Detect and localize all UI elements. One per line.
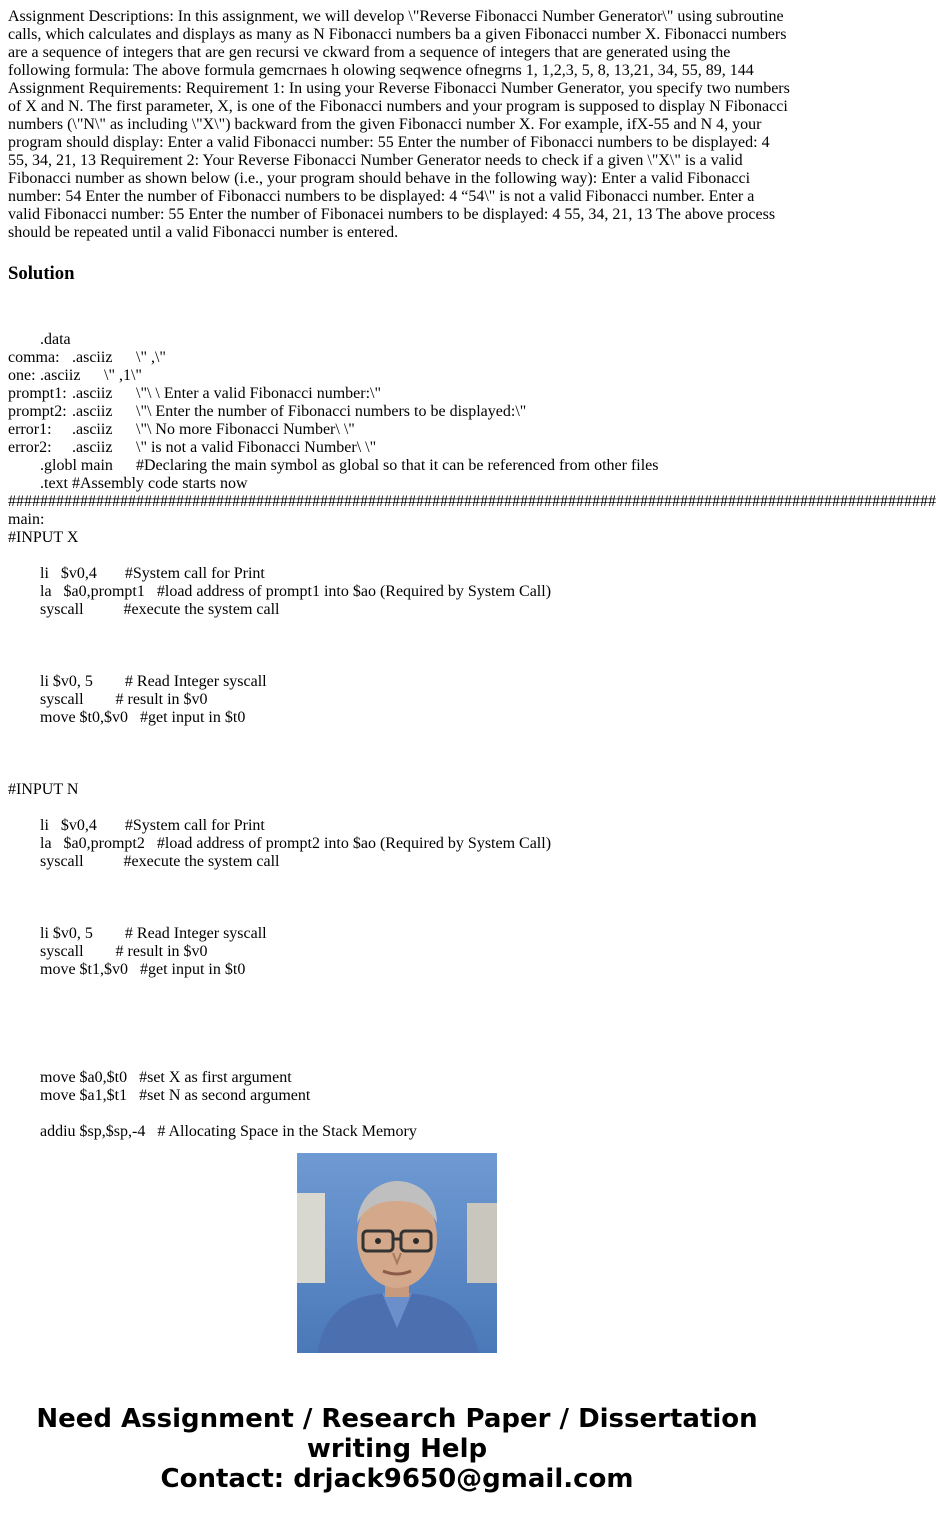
author-portrait-image — [297, 1153, 497, 1353]
solution-code-block: .data comma: .asciiz \" ,\" one: .asciiz \" ,1\" prompt1: .asciiz \"\ \ Enter a valid Fibonacci number:\" prompt2: .asciiz \"\ Enter the number of Fibonacci numbers to be displayed:\" error1: .asciiz \"\ No more Fibonacci Number\ \" error2: .asciiz \" is not a valid Fibonacci Number\ \" .globl main #Declaring the main symbol as global so that it can be referenced from other files .text #Assembly code starts now #################################################################################################################### main: #INPUT X li $v0,4 #System call for Print la $a0,prompt1 #load address of prompt1 into $ao (Required by System Call) syscall #execute the system call li $v0, 5 # Read Integer syscall syscall # result in $v0 move $t0,$v0 #get input in $t0 #INPUT N li $v0,4 #System call for Print la $a0,prompt2 #load address of prompt2 into $ao (Required by System Call) syscall #execute the system call li $v0, 5 # Read Integer syscall syscall # result in $v0 move $t1,$v0 #get input in $t0 move $a0,$t0 #set X as first argument move $a1,$t1 #set N as second argument addiu $sp,$sp,-4 # Allocating Space in the Stack Memory — [8, 331, 936, 1140]
promo-line-2: writing Help — [306, 1434, 488, 1464]
promo-banner — [0, 1404, 794, 1494]
author-avatar — [297, 1153, 497, 1353]
promo-contact-email[interactable]: Contact: drjack9650@gmail.com — [160, 1464, 634, 1494]
assignment-description: Assignment Descriptions: In this assignment, we will develop \"Reverse Fibonacci Number Generator\" using subroutine calls, which calculates and displays as many as N Fibonacci numbers ba a given Fibonacci number X. Fibonacci numbers are a sequence of integers that are gen recursi ve ckward from a sequence of integers that are generated using the following formula: The above formula gemcrnaes h olowing seqwence ofnegrns 1, 1,2,3, 5, 8, 13,21, 34, 55, 89, 144 Assignment Requirements: Requirement 1: In using your Reverse Fibonacci Number Generator, you specify two numbers of X and N. The first parameter, X, is one of the Fibonacci numbers and your program is supposed to display N Fibonacci numbers (\"N\" as including \"X\") backward from the given Fibonacci number X. For example, ifX-55 and N 4, your program should display: Enter a valid Fibonacci number: 55 Enter the number of Fibonacci numbers to be displayed: 4 55, 34, 21, 13 Requirement 2: Your Reverse Fibonacci Number Generator needs to check if a given \"X\" is a valid Fibonacci number as shown below (i.e., your program should behave in the following way): Enter a valid Fibonacci number: 54 Enter the number of Fibonacci numbers to be displayed: 4 “54\" is not a valid Fibonacci number. Enter a valid Fibonacci number: 55 Enter the number of Fibonacei numbers to be displayed: 4 55, 34, 21, 13 The above process should be repeated until a valid Fibonacci number is entered. — [8, 8, 790, 241]
promo-line-1: Need Assignment / Research Paper / Dissertation — [36, 1404, 758, 1434]
main-content — [8, 8, 936, 1140]
solution-heading: Solution — [8, 263, 75, 284]
